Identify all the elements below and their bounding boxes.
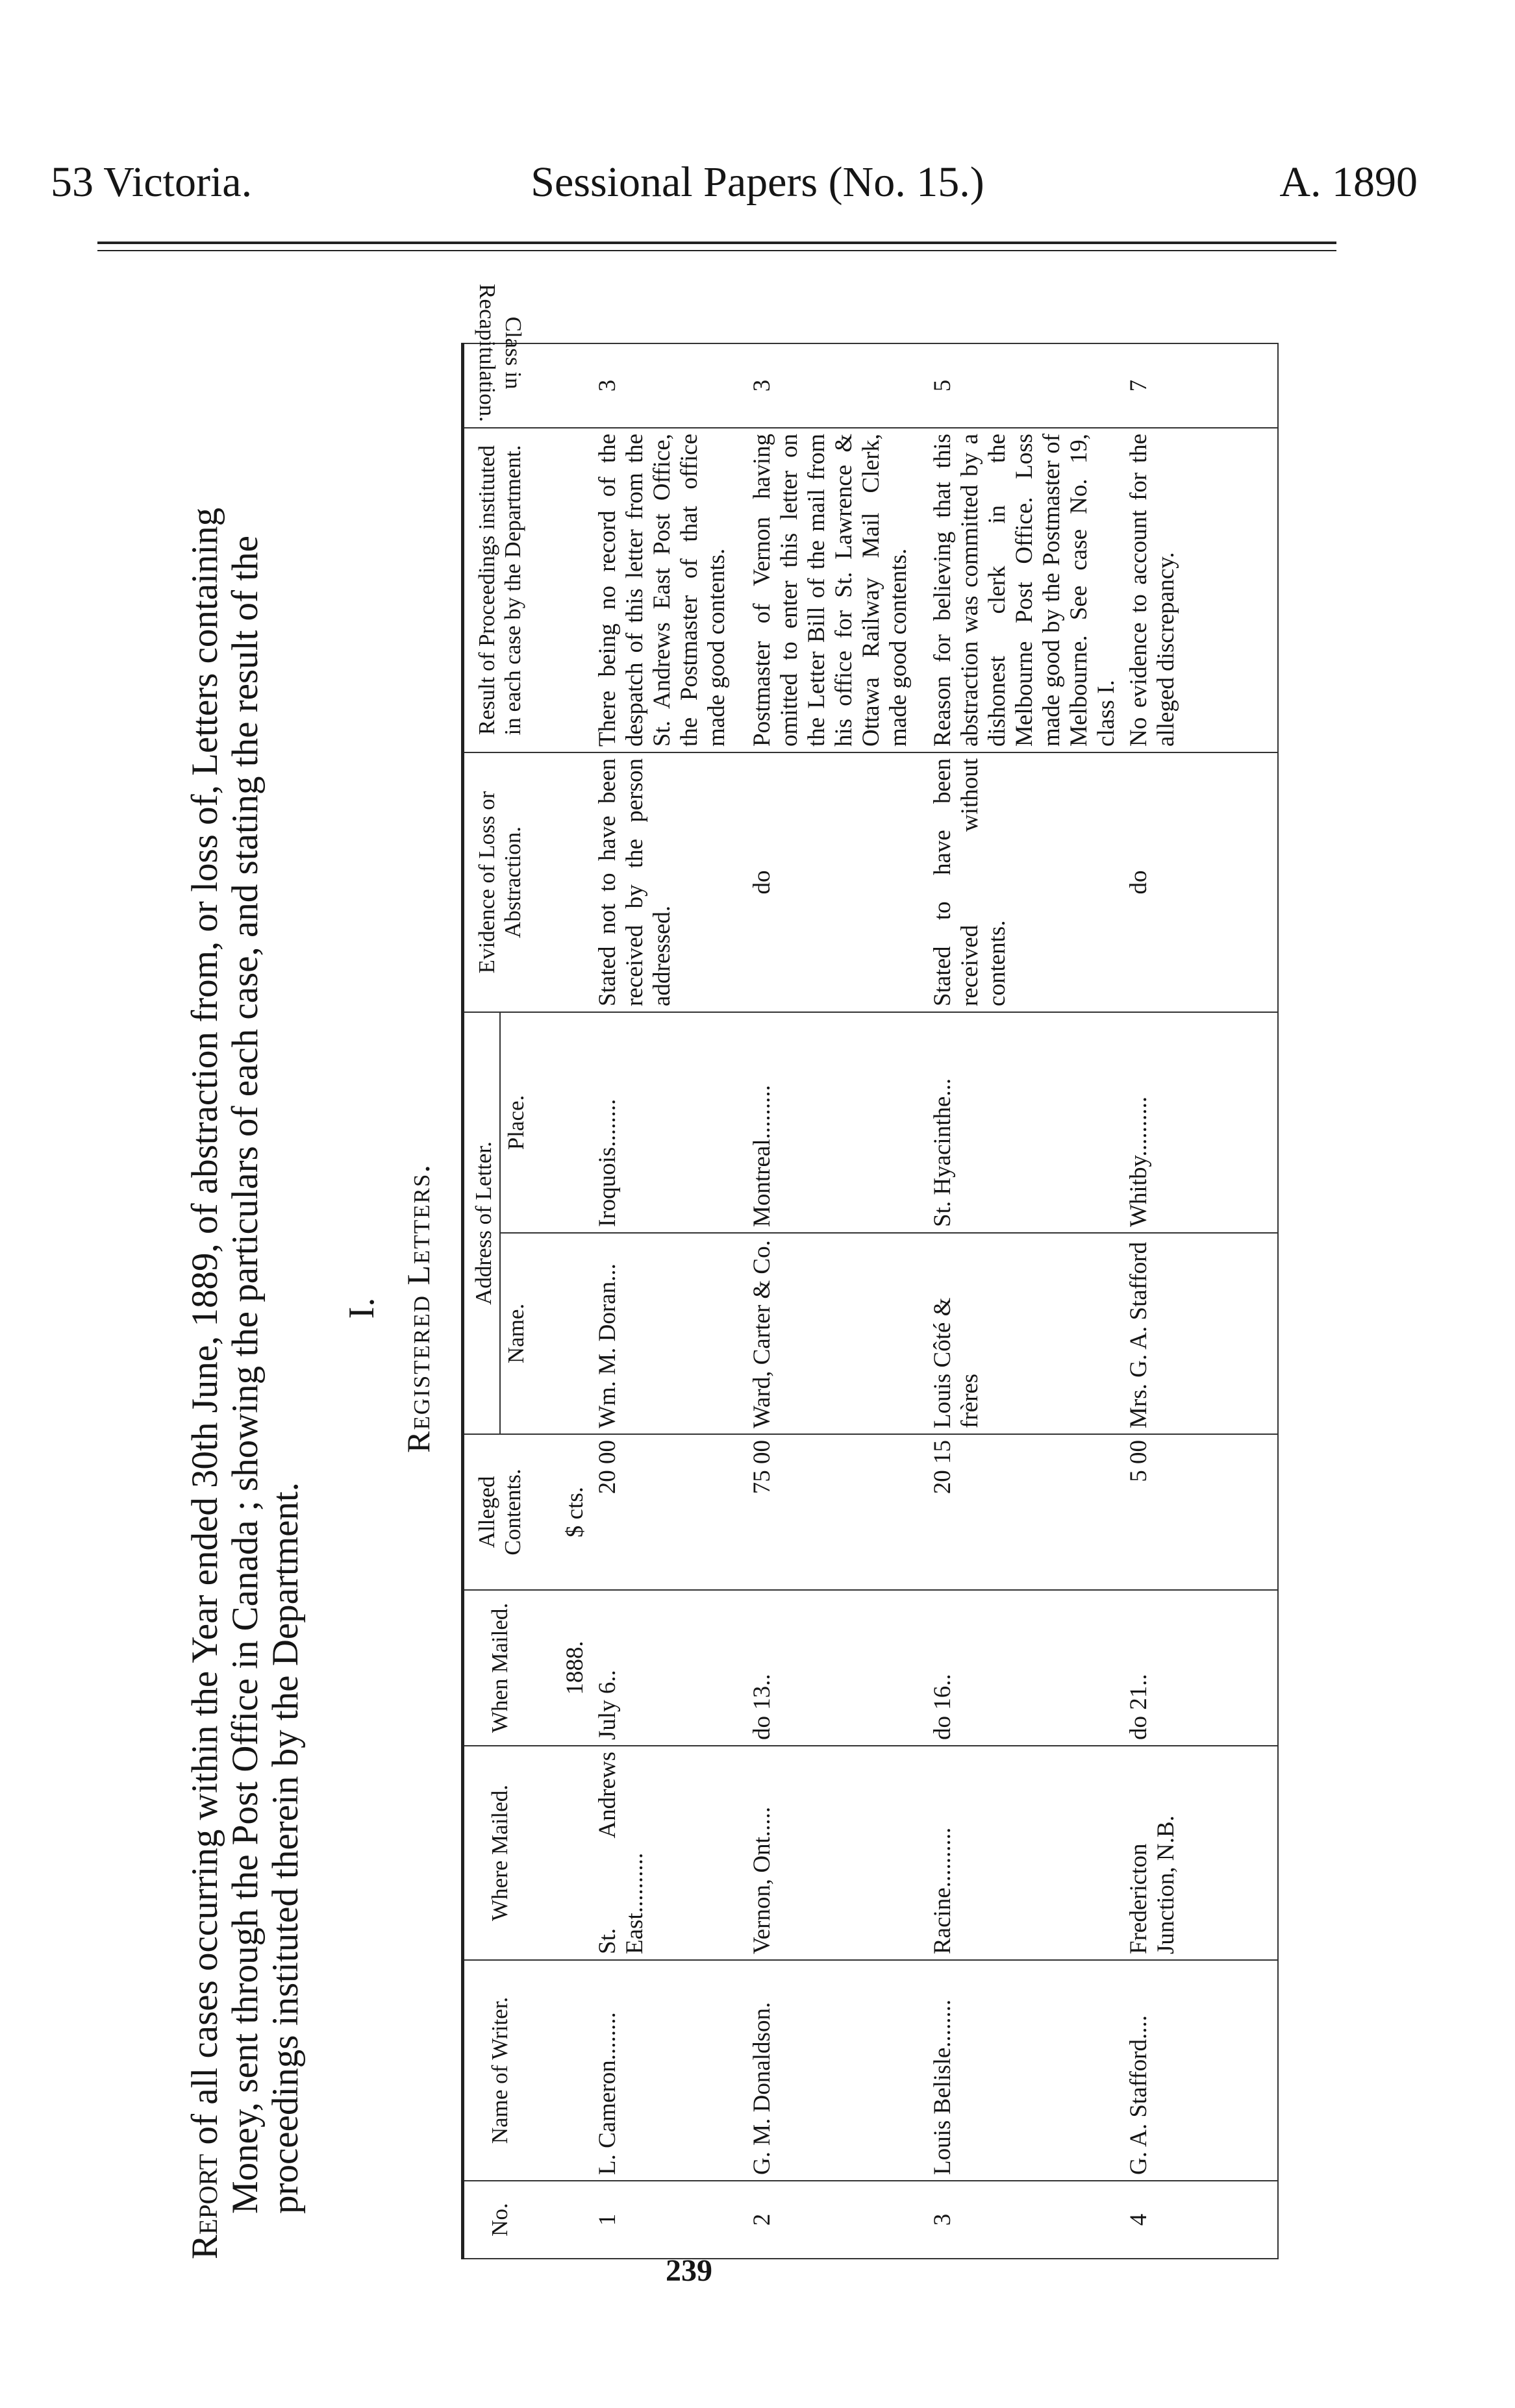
cell-result: Postmaster of Vernon having omitted to enter this letter on the Letter Bill of the mail from his office for St. Lawrence & Ottawa Railway Mail Clerk, made good contents. [746,428,927,752]
cell-result: There being no record of the despatch of this letter from the St. Andrews East Post Office, the Postmaster of that office made good contents. [592,428,746,752]
table-row [592,343,746,2259]
header-address-place: Place. [500,1012,532,1233]
cell-address-name: Louis Côté & frères [927,1233,1123,1434]
table-row [927,343,1123,2259]
report-lead-word: Report [184,2154,225,2259]
cell-result: Reason for believing that this abstraction was committed by a dishonest clerk in the Melbourne Post Office. Loss made good by the Postmaster of Melbourne. See case No. 19, class I. [927,428,1123,752]
currency-label: $ cts. [532,1434,592,1590]
cell-when-mailed: do 13.. [746,1590,927,1746]
cell-writer: L. Cameron........ [592,1960,746,2181]
cell-no: 1 [592,2181,746,2259]
cell-alleged-contents: 5 00 [1123,1434,1278,1590]
table-row [1123,343,1278,2259]
header-address-name: Name. [500,1233,532,1434]
header-volume: 53 Victoria. [51,158,253,206]
cell-no: 2 [746,2181,927,2259]
header-class [463,284,532,428]
header-when-mailed: When Mailed. [463,1590,532,1746]
report-line1-text: of all cases occurring within the Year ended 30th June, 1889, of abstraction from, or loss of, Letters containing [184,507,225,2154]
cell-address-name: Ward, Carter & Co. [746,1233,927,1434]
cell-result: No evidence to account for the alleged discrepancy. [1123,428,1278,752]
cell-address-place: Montreal......... [746,1012,927,1233]
cell-where-mailed: Vernon, Ont..... [746,1746,927,1960]
report-title-line-3: proceedings instituted therein by the Department. [265,1482,306,2214]
report-title-line-1 [185,344,225,2259]
cell-where-mailed: St. Andrews East.......... [592,1746,746,1960]
cell-class: 3 [592,343,746,428]
rotated-report-page [120,284,1276,2298]
header-rule-thin [97,250,1336,251]
page-number: 239 [666,2253,712,2288]
registered-letters-table [461,284,1279,2259]
cell-writer: G. A. Stafford.... [1123,1960,1278,2181]
table-row [746,343,927,2259]
cell-alleged-contents: 20 00 [592,1434,746,1590]
header-evidence: Evidence of Loss or Abstraction. [463,752,532,1012]
report-title [185,344,306,2259]
table-lead-row [532,343,592,2259]
section-title: Registered Letters. [400,1163,436,1453]
cell-evidence: do [1123,752,1278,1012]
cell-alleged-contents: 20 15 [927,1434,1123,1590]
cell-where-mailed: Racine.......... [927,1746,1123,1960]
header-year: A. 1890 [1279,158,1418,206]
cell-writer: Louis Belisle........ [927,1960,1123,2181]
header-alleged-contents: Alleged Contents. [463,1434,532,1590]
cell-writer: G. M. Donaldson. [746,1960,927,2181]
cell-where-mailed: Fredericton Junction, N.B. [1123,1746,1278,1960]
cell-alleged-contents: 75 00 [746,1434,927,1590]
section-number: I. [342,1297,382,1319]
report-title-line-2: Money, sent through the Post Office in Canada ; showing the particulars of each case, and stating the result of the [225,536,266,2214]
cell-when-mailed: July 6.. [592,1590,746,1746]
cell-address-name: Wm. M. Doran... [592,1233,746,1434]
cell-address-name: Mrs. G. A. Stafford [1123,1233,1278,1434]
header-no: No. [463,2181,532,2259]
cell-when-mailed: do 16.. [927,1590,1123,1746]
year-label: 1888. [532,1590,592,1746]
cell-no: 3 [927,2181,1123,2259]
cell-address-place: St. Hyacinthe... [927,1012,1123,1233]
cell-address-place: Iroquois........ [592,1012,746,1233]
header-title: Sessional Papers (No. 15.) [531,158,984,206]
cell-evidence: do [746,752,927,1012]
header-address-group: Address of Letter. [463,1012,501,1434]
header-writer: Name of Writer. [463,1960,532,2181]
header-rule-thick [97,242,1336,244]
header-class-text: Class in Recapitulation. [475,284,526,422]
cell-when-mailed: do 21.. [1123,1590,1278,1746]
cell-no: 4 [1123,2181,1278,2259]
cell-class: 7 [1123,343,1278,428]
header-where-mailed: Where Mailed. [463,1746,532,1960]
cell-class: 5 [927,343,1123,428]
cell-class: 3 [746,343,927,428]
cell-evidence: Stated to have been received without contents. [927,752,1123,1012]
cell-address-place: Whitby.......... [1123,1012,1278,1233]
header-result: Result of Proceedings instituted in each case by the Department. [463,428,532,752]
cell-evidence: Stated not to have been received by the person addressed. [592,752,746,1012]
